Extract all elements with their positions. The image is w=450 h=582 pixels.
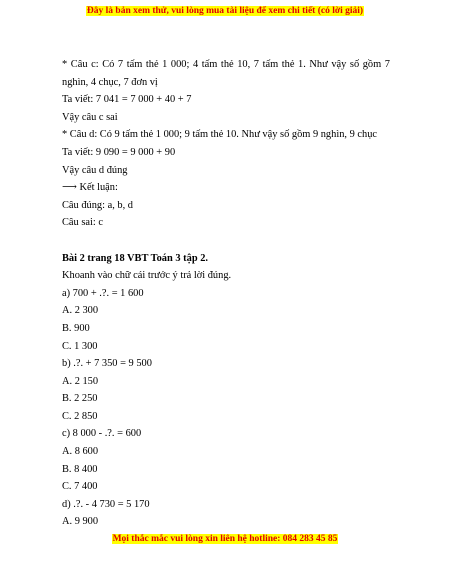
part-d-write: Ta viết: 9 090 = 9 000 + 90: [62, 146, 176, 158]
question-c-option-a: A. 8 600: [62, 446, 99, 458]
question-d-option-a: A. 9 900: [62, 516, 99, 528]
conclusion-wrong: Câu sai: c: [62, 217, 103, 229]
preview-notice: [0, 6, 450, 16]
document-body: [62, 56, 390, 531]
part-d-statement: * Câu d: Có 9 tấm thẻ 1 000; 9 tấm thẻ 10. Như vậy số gồm 9 nghìn, 9 chục: [62, 129, 378, 141]
conclusion-label: ⟶ Kết luận:: [62, 182, 118, 194]
question-a: a) 700 + .?. = 1 600: [62, 287, 144, 299]
hotline-notice-text: Mọi thắc mắc vui lòng xin liên hệ hotline: 084 283 45 85: [112, 534, 338, 544]
question-a-option-c: C. 1 300: [62, 340, 98, 352]
exercise-2-instruction: Khoanh vào chữ cái trước ý trả lời đúng.: [62, 270, 232, 282]
hotline-notice: [0, 534, 450, 544]
part-c-write: Ta viết: 7 041 = 7 000 + 40 + 7: [62, 94, 192, 106]
part-d-verdict: Vậy câu d đúng: [62, 164, 128, 176]
exercise-2-title: Bài 2 trang 18 VBT Toán 3 tập 2.: [62, 252, 208, 264]
part-c-statement: * Câu c: Có 7 tấm thẻ 1 000; 4 tấm thẻ 10, 7 tấm thẻ 1. Như vậy số gồm 7 nghìn, 4 chục, 7 đơn vị: [62, 59, 390, 88]
question-d: d) .?. - 4 730 = 5 170: [62, 498, 150, 510]
question-c: c) 8 000 - .?. = 600: [62, 428, 142, 440]
preview-notice-text: Đây là bản xem thử, vui lòng mua tài liệu để xem chi tiết (có lời giải): [86, 6, 364, 16]
question-c-option-c: C. 7 400: [62, 481, 98, 493]
question-a-option-b: B. 900: [62, 322, 90, 334]
spacer: [62, 232, 390, 250]
question-a-option-a: A. 2 300: [62, 305, 99, 317]
question-b-option-c: C. 2 850: [62, 410, 98, 422]
question-c-option-b: B. 8 400: [62, 463, 98, 475]
question-b-option-a: A. 2 150: [62, 375, 99, 387]
question-b: b) .?. + 7 350 = 9 500: [62, 358, 152, 370]
part-c-verdict: Vậy câu c sai: [62, 111, 118, 123]
conclusion-correct: Câu đúng: a, b, d: [62, 199, 133, 211]
question-b-option-b: B. 2 250: [62, 393, 98, 405]
